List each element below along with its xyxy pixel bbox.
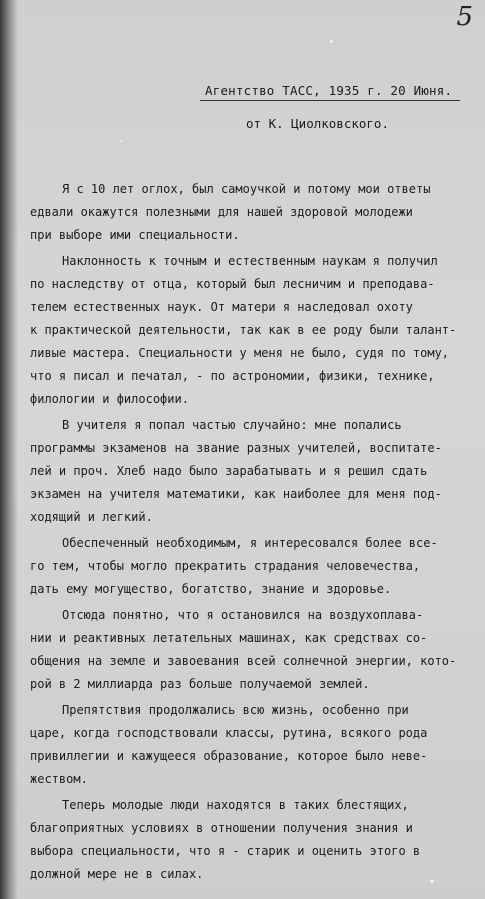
paragraph-line: программы экзаменов на звание разных учителей, воспитате- bbox=[30, 441, 442, 455]
paragraph-line: при выборе ими специальности. bbox=[30, 228, 240, 242]
paragraph-line: нии и реактивных летательных машинах, как средствах со- bbox=[30, 631, 428, 645]
paragraph-line: рой в 2 миллиарда раз больше получаемой землей. bbox=[30, 677, 370, 691]
paragraph-line: царе, когда господствовали классы, рутина, всякого рода bbox=[30, 726, 428, 740]
paragraph-line: В учителя я попал частью случайно: мне попались bbox=[62, 418, 402, 432]
paragraph-line: Теперь молодые люди находятся в таких блестящих, bbox=[62, 798, 409, 812]
paragraph-line: лей и проч. Хлеб надо было зарабатывать и я решил сдать bbox=[30, 464, 428, 478]
paragraph-line: едвали окажутся полезными для нашей здоровой молодежи bbox=[30, 205, 413, 219]
paragraph-line: Я с 10 лет оглох, был самоучкой и потому мои ответы bbox=[62, 182, 431, 196]
paragraph-line: телем естественных наук. От матери я наследовал охоту bbox=[30, 300, 413, 314]
paragraph-line: благоприятных условиях в отношении получения знания и bbox=[30, 821, 413, 835]
paragraph-line: должной мере не в силах. bbox=[30, 867, 204, 881]
paragraph-line: по наследству от отца, который был лесничим и преподава- bbox=[30, 277, 435, 291]
paragraph-line: общения на земле и завоевания всей солнечной энергии, кото- bbox=[30, 654, 457, 668]
paragraph-line: экзамен на учителя математики, как наиболее для меня под- bbox=[30, 487, 442, 501]
paragraph-line: Отсюда понятно, что я остановился на воздухоплава- bbox=[62, 608, 424, 622]
paragraph-line: жеством. bbox=[30, 772, 88, 786]
paragraph-line: Препятствия продолжались всю жизнь, особенно при bbox=[62, 703, 409, 717]
paragraph-line: Наклонность к точным и естественным наукам я получил bbox=[62, 254, 438, 268]
paragraph-line: Обеспеченный необходимым, я интересовался более все- bbox=[62, 536, 438, 550]
paragraph-line: го тем, чтобы могло прекратить страдания человечества, bbox=[30, 559, 421, 573]
scan-speck bbox=[330, 40, 333, 43]
paragraph-line: дать ему могущество, богатство, знание и здоровье. bbox=[30, 582, 392, 596]
paragraph-line: привиллегии и кажущееся образование, которое было неве- bbox=[30, 749, 428, 763]
paragraph-line: что я писал и печатал, - по астрономии, физики, технике, bbox=[30, 369, 435, 383]
header-underline bbox=[200, 100, 460, 101]
header-agency-date: Агентство ТАСС, 1935 г. 20 Июня. bbox=[205, 83, 453, 98]
paragraph-line: ливые мастера. Специальности у меня не было, судя по тому, bbox=[30, 346, 450, 360]
letter-body bbox=[30, 178, 480, 886]
paragraph-line: ходящий и легкий. bbox=[30, 510, 153, 524]
paragraph-line: к практической деятельности, так как в ее роду были талант- bbox=[30, 323, 457, 337]
page-number: 5 bbox=[456, 2, 473, 32]
scan-speck bbox=[430, 880, 434, 883]
scan-speck bbox=[120, 140, 122, 142]
paragraph-line: филологии и философии. bbox=[30, 392, 189, 406]
paragraph-line: выбора специальности, что я - старик и оценить этого в bbox=[30, 844, 421, 858]
scan-edge-shadow bbox=[0, 0, 18, 899]
header-author: от К. Циолковского. bbox=[246, 116, 389, 131]
